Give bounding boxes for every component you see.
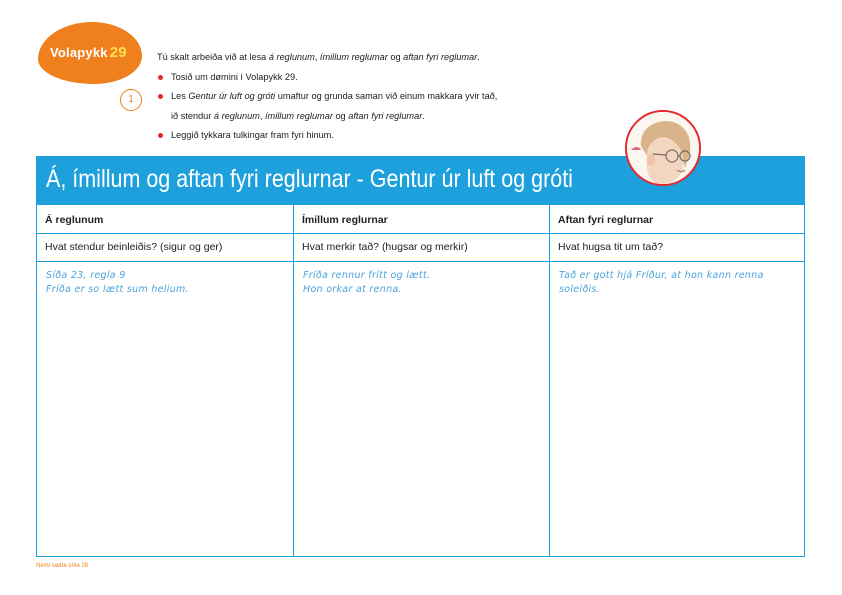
- instruction-text: og: [332, 110, 349, 121]
- bullet-icon: [158, 133, 163, 138]
- instruction-text: umaftur og grunda saman við einum makkara yvir tað,: [275, 91, 498, 101]
- intro-part: aftan fyri reglumar: [403, 52, 478, 62]
- page-title: Á, ímillum og aftan fyri reglurnar - Gentur úr luft og gróti: [46, 165, 573, 193]
- intro-part: ,: [314, 52, 320, 62]
- answer-line: Tað er gott hjá Fríður, at hon kann renna: [559, 270, 764, 281]
- column-a-reglunum: [37, 205, 293, 556]
- instruction-text: Les: [171, 91, 189, 101]
- instructions: [157, 48, 577, 146]
- instructions-intro: [157, 48, 577, 68]
- instruction-text: ið stendur: [171, 110, 214, 121]
- column-heading: Á reglunum: [37, 205, 293, 234]
- intro-part: ímillum reglumar: [319, 52, 388, 62]
- instruction-text: Leggið tykkara tulkingar fram fyri hinum.: [171, 130, 334, 140]
- column-question: Hvat merkir tað? (hugsar og merkir): [294, 234, 549, 262]
- answer-line: soleiðis.: [559, 284, 601, 295]
- logo-text: [50, 44, 127, 61]
- instruction-item: [157, 126, 577, 146]
- girl-portrait-image: [625, 110, 701, 186]
- intro-part: á reglunum: [268, 52, 315, 62]
- instruction-text: Tosið um dømini í Volapykk 29.: [171, 71, 298, 82]
- bullet-icon: [158, 75, 163, 80]
- instruction-item: [157, 87, 577, 107]
- intro-part: .: [477, 52, 480, 62]
- instruction-text: .: [422, 110, 425, 121]
- column-heading: Aftan fyri reglurnar: [550, 205, 804, 234]
- column-answer[interactable]: [37, 262, 293, 297]
- answer-line: Hon orkar at renna.: [303, 284, 402, 295]
- answer-line: Fríða er so lætt sum helium.: [46, 284, 189, 295]
- column-answer[interactable]: [294, 262, 549, 297]
- column-question: Hvat hugsa tit um tað?: [550, 234, 804, 262]
- instruction-text: á reglunum: [213, 110, 260, 121]
- logo-number: 29: [109, 44, 127, 61]
- intro-part: og: [387, 52, 404, 62]
- footer-text: Nemi sætta síða 28: [36, 563, 89, 569]
- column-question: Hvat stendur beinleiðis? (sigur og ger): [37, 234, 293, 262]
- bullet-icon: [158, 94, 163, 99]
- answer-line: Síða 23, regla 9: [46, 270, 126, 281]
- page-badge: 1: [120, 89, 142, 111]
- answer-line: Fríða rennur frítt og lætt.: [303, 270, 431, 281]
- volapykk-logo: [38, 22, 144, 105]
- column-imillum-reglurnar: [293, 205, 549, 556]
- column-answer[interactable]: [550, 262, 804, 297]
- column-aftan-fyri-reglurnar: [549, 205, 804, 556]
- instruction-text: ,: [259, 110, 265, 121]
- instruction-text: aftan fyri reglumar: [348, 110, 423, 121]
- instruction-text: ímillum reglumar: [264, 110, 333, 121]
- instruction-list: [157, 68, 577, 146]
- intro-part: Tú skalt arbeiða við at lesa: [157, 52, 269, 62]
- instruction-item-continued: [157, 107, 577, 127]
- girl-portrait-drawing: [627, 112, 699, 184]
- instruction-text: Gentur úr luft og gróti: [188, 91, 276, 101]
- column-heading: Ímillum reglurnar: [294, 205, 549, 234]
- worksheet-table: [36, 205, 805, 557]
- instruction-item: [157, 68, 577, 88]
- logo-brand: Volapykk: [50, 45, 108, 60]
